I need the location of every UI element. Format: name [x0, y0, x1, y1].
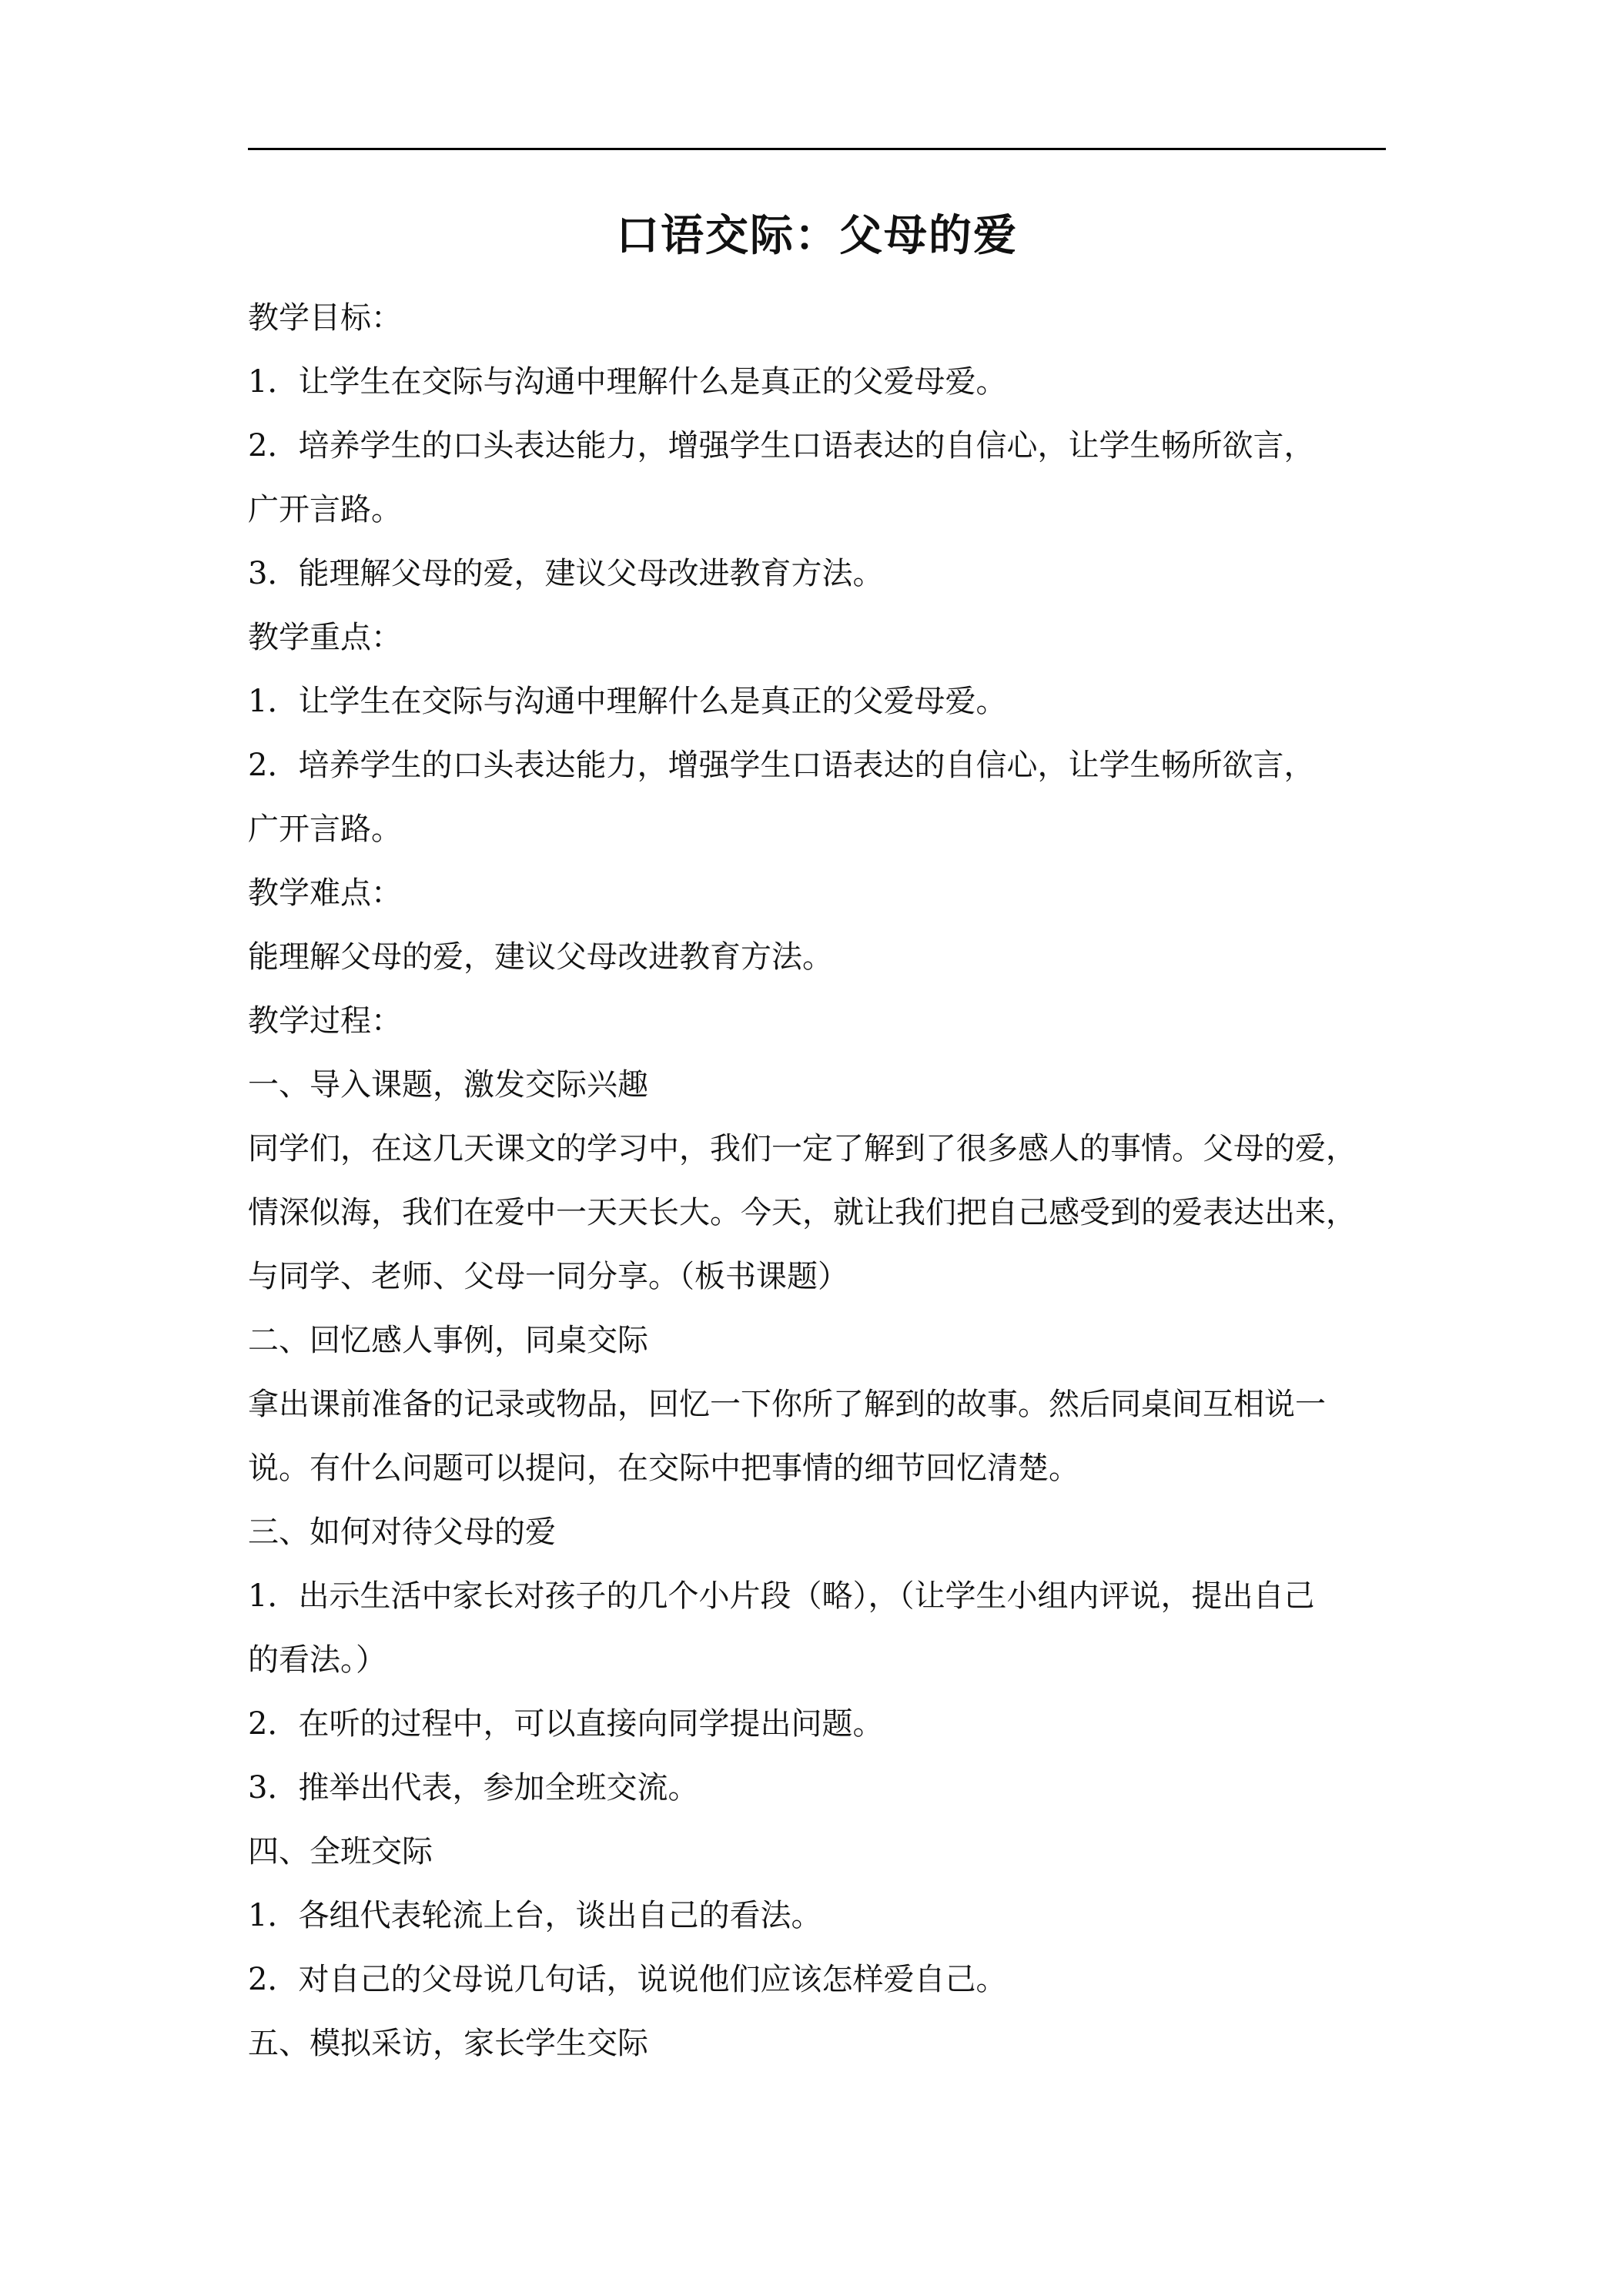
section-heading-objectives: 教学目标： [248, 300, 402, 336]
step-4-item-1: 1．各组代表轮流上台，谈出自己的看法。 [248, 1898, 822, 1933]
objective-3: 3．能理解父母的爱，建议父母改进教育方法。 [248, 556, 884, 591]
step-1-text-line-2: 情深似海，我们在爱中一天天长大。今天，就让我们把自己感受到的爱表达出来， [248, 1195, 1357, 1230]
section-heading-key-points: 教学重点： [248, 620, 402, 655]
header-rule [248, 148, 1386, 150]
step-5-heading: 五、模拟采访，家长学生交际 [248, 2026, 648, 2061]
step-2-text-line-2: 说。有什么问题可以提问，在交际中把事情的细节回忆清楚。 [248, 1451, 1079, 1486]
key-point-2-line-1: 2．培养学生的口头表达能力，增强学生口语表达的自信心，让学生畅所欲言， [248, 748, 1315, 783]
document-title: 口语交际：父母的爱 [616, 210, 1018, 261]
section-heading-difficulties: 教学难点： [248, 875, 402, 911]
key-point-1: 1．让学生在交际与沟通中理解什么是真正的父爱母爱。 [248, 684, 1007, 719]
document-body [248, 286, 1386, 2076]
section-heading-process: 教学过程： [248, 1003, 402, 1039]
step-3-item-2: 2．在听的过程中，可以直接向同学提出问题。 [248, 1706, 884, 1742]
step-4-item-2: 2．对自己的父母说几句话，说说他们应该怎样爱自己。 [248, 1962, 1007, 1997]
step-3-item-1-line-2: 的看法。） [248, 1642, 387, 1678]
step-2-text-line-1: 拿出课前准备的记录或物品，回忆一下你所了解到的故事。然后同桌间互相说一 [248, 1387, 1326, 1422]
difficulty-text: 能理解父母的爱，建议父母改进教育方法。 [248, 939, 833, 975]
step-3-heading: 三、如何对待父母的爱 [248, 1514, 556, 1550]
step-3-item-1-line-1: 1．出示生活中家长对孩子的几个小片段（略），（让学生小组内评说，提出自己 [248, 1578, 1315, 1614]
key-point-2-line-2: 广开言路。 [248, 812, 402, 847]
objective-2-line-1: 2．培养学生的口头表达能力，增强学生口语表达的自信心，让学生畅所欲言， [248, 428, 1315, 464]
step-3-item-3: 3．推举出代表，参加全班交流。 [248, 1770, 699, 1806]
step-1-text-line-1: 同学们，在这几天课文的学习中，我们一定了解到了很多感人的事情。父母的爱， [248, 1131, 1357, 1166]
step-1-text-line-3: 与同学、老师、父母一同分享。（板书课题） [248, 1259, 848, 1294]
step-1-heading: 一、导入课题，激发交际兴趣 [248, 1067, 648, 1103]
objective-2-line-2: 广开言路。 [248, 492, 402, 527]
step-4-heading: 四、全班交际 [248, 1834, 433, 1869]
step-2-heading: 二、回忆感人事例，同桌交际 [248, 1323, 648, 1358]
objective-1: 1．让学生在交际与沟通中理解什么是真正的父爱母爱。 [248, 364, 1007, 400]
